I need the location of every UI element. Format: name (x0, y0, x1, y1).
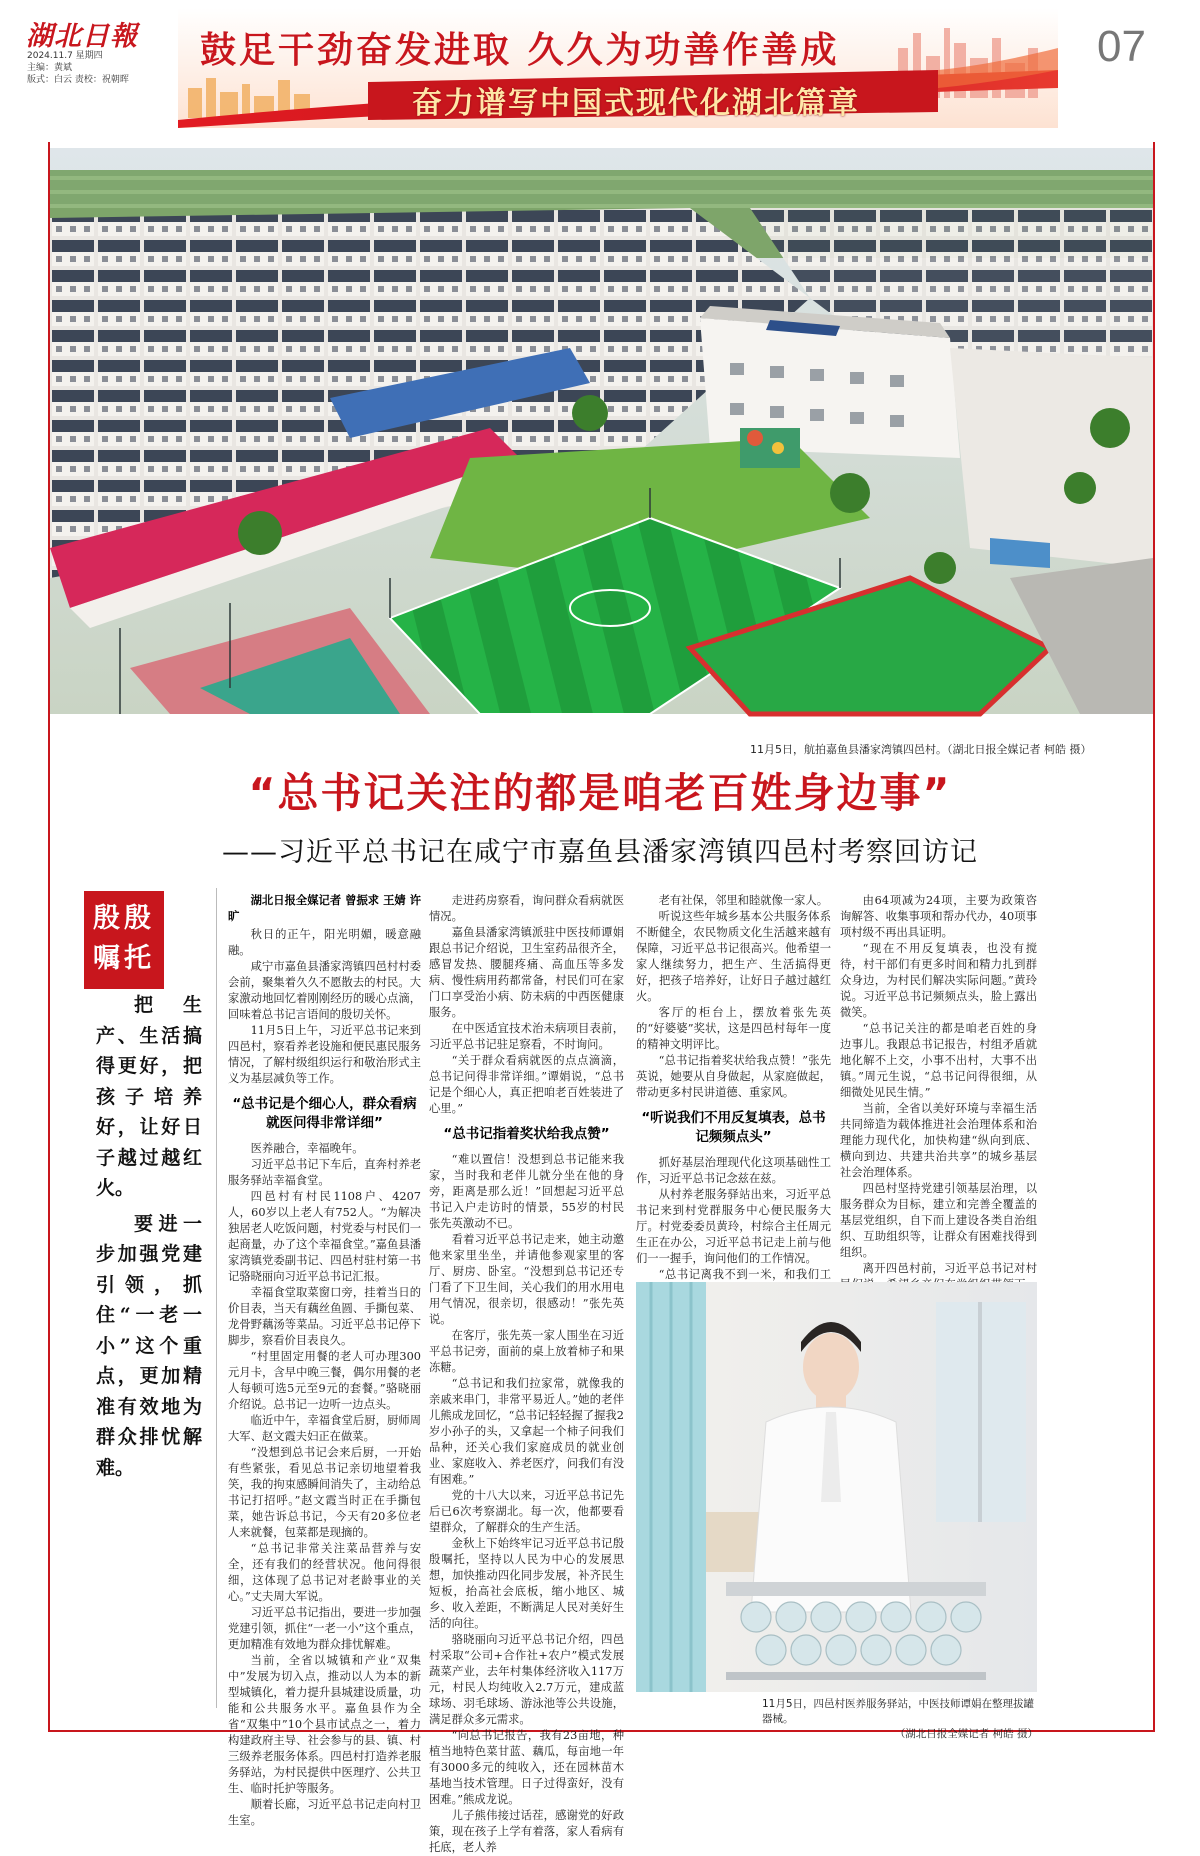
slogan-secondary: 奋力谱写中国式现代化湖北篇章 (412, 86, 860, 121)
sidebar-tag (84, 891, 164, 989)
article-paragraph: 在客厅，张先英一家人围坐在习近平总书记旁，面前的桌上放着柿子和果冻糖。 (429, 1329, 624, 1374)
col3-paragraphs (636, 893, 831, 1101)
article-paragraph: “总书记指着奖状给我点赞！”张先英说，她要从自身做起，从家庭做起，带动更多村民讲道德、重家风。 (636, 1054, 831, 1099)
article-paragraph: 当前，全省以美好环境与幸福生活共同缔造为载体推进社会治理体系和治理能力现代化，加快构建“纵向到底、横向到边、共建共治共享”的城乡基层社会治理体系。 (840, 1102, 1037, 1179)
sidebar-paragraph: 要进一步加强党建引领，抓住“一老一小”这个重点，更加精准有效地为群众排忧解难。 (96, 1212, 202, 1479)
sidebar-tag-label: 殷殷嘱托 (93, 903, 155, 974)
editor-credit: 主编：黄斌 (27, 63, 73, 73)
article-paragraph: 金秋上下始终牢记习近平总书记殷殷嘱托，坚持以人民为中心的发展思想，加快推动四化同步发展，补齐民生短板，抬高社会底板，缩小地区、城乡、收入差距，不断满足人民对美好生活的向往。 (429, 1537, 624, 1630)
article-paragraph: “关于群众看病就医的点点滴滴，总书记问得非常详细。”谭娟说，“总书记是个细心人，真正把咱老百姓装进了心里。” (429, 1054, 624, 1115)
slogan-primary: 鼓足干劲奋发进取 久久为功善作善成 (200, 29, 840, 71)
article-paragraph: 四邑村有村民1108户、4207人，60岁以上老人有752人。“为解决独居老人吃饭问题，村党委与村民们一起商量，办了这个幸福食堂。”嘉鱼县潘家湾镇党委副书记、四邑村驻村第一书记骆晓丽向习近平总书记汇报。 (228, 1190, 421, 1283)
masthead (0, 0, 1200, 142)
photo2-caption (762, 1697, 1038, 1742)
article-paragraph: “向总书记报告，我有23亩地，种植当地特色菜甘蓝、藕瓜，每亩地一年有3000多元的纯收入，还在园林苗木基地当技术管理。日子过得蛮好，没有困难。”熊成龙说。 (429, 1729, 624, 1806)
issue-date: 2024.11.7 星期四 (27, 51, 103, 61)
section-subtitle-2: “总书记指着奖状给我点赞” (443, 1126, 610, 1142)
article-column-4 (840, 893, 1037, 1273)
article-paragraph: 听说这些年城乡基本公共服务体系不断健全，农民物质文化生活越来越有保障，习近平总书记很高兴。他希望一家人继续努力，把生产、生活搞得更好，把孩子培养好，让好日子越过越红火。 (636, 910, 831, 1003)
article-paragraph: 习近平总书记下车后，直奔村养老服务驿站幸福食堂。 (228, 1158, 421, 1187)
article-paragraph: “总书记非常关注菜品营养与安全，还有我们的经营状况。他问得很细，这体现了总书记对老龄事业的关心。”丈夫周大军说。 (228, 1542, 421, 1603)
article-paragraph: “现在不用反复填表，也没有搅待，村干部们有更多时间和精力扎到群众身边，为村民们解决实际问题。”黄玲说。习近平总书记频频点头，脸上露出微笑。 (840, 942, 1037, 1019)
col1-paragraphs (228, 927, 421, 1087)
article-paragraph: 习近平总书记指出，要进一步加强党建引领，抓住“一老一小”这个重点，更加精准有效地为群众排忧解难。 (228, 1606, 421, 1651)
article-paragraph: 秋日的正午，阳光明媚，暖意融融。 (228, 928, 421, 957)
col1b-paragraphs (228, 1141, 421, 1829)
issue-meta (27, 50, 129, 86)
sidebar-quote (96, 990, 202, 1488)
photo2-credit: （湖北日报全媒记者 柯皓 摄） (894, 1728, 1038, 1740)
article-paragraph: 老有社保，邻里和睦就像一家人。 (658, 894, 829, 907)
article-paragraph: 儿子熊伟接过话茬，感谢党的好政策，现在孩子上学有着落，家人看病有托底，老人养 (429, 1809, 624, 1854)
article-paragraph: 党的十八大以来，习近平总书记先后已6次考察湖北。每一次，他都要看望群众，了解群众的生产生活。 (429, 1489, 624, 1534)
article-paragraph: 抓好基层治理现代化这项基础性工作，习近平总书记念兹在兹。 (636, 1156, 831, 1185)
article-paragraph: “总书记和我们拉家常，就像我的亲戚来串门，非常平易近人。”她的老伴儿熊成龙回忆，“总书记轻轻握了握我2岁小孙子的头，又拿起一个柿子问我们品种，还关心我们家庭成员的就业创业、家庭收入、养老医疗，问我们有没有困难。” (429, 1377, 624, 1486)
article-paragraph: 嘉鱼县潘家湾镇派驻中医技师谭娟跟总书记介绍说，卫生室药品很齐全，感冒发热、腰腿疼痛、高血压等多发病、慢性病用药都常备，村民们可在家门口享受治小病、防未病的中西医健康服务。 (429, 926, 624, 1019)
article-paragraph: 临近中午，幸福食堂后厨，厨师周大军、赵文霞夫妇正在做菜。 (228, 1414, 421, 1443)
col2-paragraphs (429, 893, 624, 1117)
layout-credit: 版式：白云 责校：祝朝晖 (27, 75, 129, 85)
article-paragraph: 看着习近平总书记走来，她主动邀他来家里坐坐，并请他参观家里的客厅、厨房、卧室。“没想到总书记还专门看了下卫生间，关心我们的用水用电用气情况，很亲切，很感动！”张先英说。 (429, 1233, 624, 1326)
section-subtitle-3: “听说我们不用反复填表，总书记频频点头” (641, 1110, 826, 1145)
article-paragraph: 11月5日上午，习近平总书记来到四邑村，察看养老设施和便民惠民服务情况，了解村级组织运行和敬治形式主义为基层减负等工作。 (228, 1024, 421, 1085)
article-paragraph: 骆晓丽向习近平总书记介绍，四邑村采取“公司+合作社+农户”模式发展蔬菜产业，去年村集体经济收入117万元，村民人均纯收入2.7万元，建成蓝球场、羽毛球场、游泳池等公共设施，满足群众多元需求。 (429, 1633, 624, 1726)
article-column-2 (429, 893, 624, 1854)
article-paragraph: 顺着长廊，习近平总书记走向村卫生室。 (228, 1798, 421, 1827)
article-paragraph: 四邑村坚持党建引领基层治理，以服务群众为目标，建立和完善全覆盖的基层党组织，自下而上建设各类自治组织、互助组织等，让群众有困难找得到组织。 (840, 1182, 1037, 1259)
col2b-paragraphs (429, 1152, 624, 1856)
column-divider (216, 888, 217, 1708)
article-paragraph: “总书记关注的都是咱老百姓的身边事儿。我跟总书记报告，村组矛盾就地化解不上交，小事不出村，大事不出镇。”周元生说，“总书记问得很细，从细微处见民生情。” (840, 1022, 1037, 1099)
article-column-3 (636, 893, 831, 1281)
subheadline: ——习近平总书记在咸宁市嘉鱼县潘家湾镇四邑村考察回访记 (222, 837, 978, 868)
article-paragraph: 离开四邑村前，习近平总书记对村 (862, 1262, 1037, 1275)
article-paragraph: “难以置信！没想到总书记能来我家，当时我和老伴儿就分坐在他的身旁，距离是那么近！”回想起习近平总书记入户走访时的情景，55岁的村民张先英激动不已。 (429, 1153, 624, 1230)
article-paragraph: 咸宁市嘉鱼县潘家湾镇四邑村村委会前，聚集着久久不愿散去的村民。大家激动地回忆着刚刚经历的暖心点滴，回味着总书记言语间的殷切关怀。 (228, 960, 421, 1021)
article-column-1 (228, 893, 421, 1827)
article-paragraph: 客厅的柜台上，摆放着张先英的“好婆婆”奖状，这是四邑村每年一度的精神文明评比。 (636, 1006, 831, 1051)
article-paragraph: 由64项减为24项，主要为政策咨询解答、收集事项和帮办代办，40项事项村级不再出具证明。 (840, 894, 1037, 939)
aerial-village-photo (50, 148, 1153, 714)
article-paragraph: 幸福食堂取菜窗口旁，挂着当日的价目表，当天有藕丝鱼圆、手撕包菜、龙骨野藕汤等菜品。习近平总书记停下脚步，察看价目表良久。 (228, 1286, 421, 1347)
article-paragraph: “村里固定用餐的老人可办理300元月卡，含早中晚三餐，偶尔用餐的老人每顿可选5元至9元的套餐。”骆晓丽介绍说。总书记一边听一边点头。 (228, 1350, 421, 1411)
article-paragraph: 医养融合，幸福晚年。 (250, 1142, 364, 1155)
technician-photo (636, 1282, 1037, 1692)
article-byline: 湖北日报全媒记者 曾振求 王婧 许旷 (228, 894, 421, 923)
article-paragraph: 在中医适宜技术治未病项目表前，习近平总书记驻足察看，不时询问。 (429, 1022, 624, 1051)
article-paragraph: 从村养老服务驿站出来，习近平总书记来到村党群服务中心便民服务大厅。村党委委员黄玲，村综合主任周元生正在办公，习近平总书记走上前与他们一一握手，询问他们的工作情况。 (636, 1188, 831, 1265)
newspaper-logo: 湖北日報 (26, 21, 138, 52)
article-paragraph: “没想到总书记会来后厨，一开始有些紧张，看见总书记亲切地望着我笑，我的拘束感瞬间消失了，主动给总书记打招呼。”赵文霞当时正在手撕包菜，她告诉总书记，今天有20多位老人来就餐，包菜都是现摘的。 (228, 1446, 421, 1539)
article-paragraph: “总书记离我不到一米，和我们工 (658, 1268, 831, 1281)
photo2-caption-text: 11月5日，四邑村医养服务驿站，中医技师谭娟在整理拔罐器械。 (762, 1698, 1035, 1725)
sidebar-paragraph: 把生产、生活搞得更好，把孩子培养好，让好日子越过越红火。 (96, 994, 202, 1199)
headline: “总书记关注的都是咱老百姓身边事” (248, 769, 952, 817)
section-subtitle-1: “总书记是个细心人，群众看病就医问得非常详细” (232, 1096, 417, 1131)
photo-caption: 11月5日，航拍嘉鱼县潘家湾镇四邑村。（湖北日报全媒记者 柯皓 摄） (750, 743, 1092, 756)
page-number: 07 (1097, 22, 1146, 71)
article-paragraph: 走进药房察看，询问群众看病就医情况。 (429, 894, 624, 923)
article-paragraph: 当前，全省以城镇和产业“双集中”发展为切入点，推动以人为本的新型城镇化，着力提升县城建设质量，功能和公共服务水平。嘉鱼县作为全省“双集中”10个县市试点之一，着力构建政府主导、社会参与的县、镇、村三级养老服务体系。四邑村打造养老服务驿站，为村民提供中医理疗、公共卫生、临时托护等服务。 (228, 1654, 421, 1795)
